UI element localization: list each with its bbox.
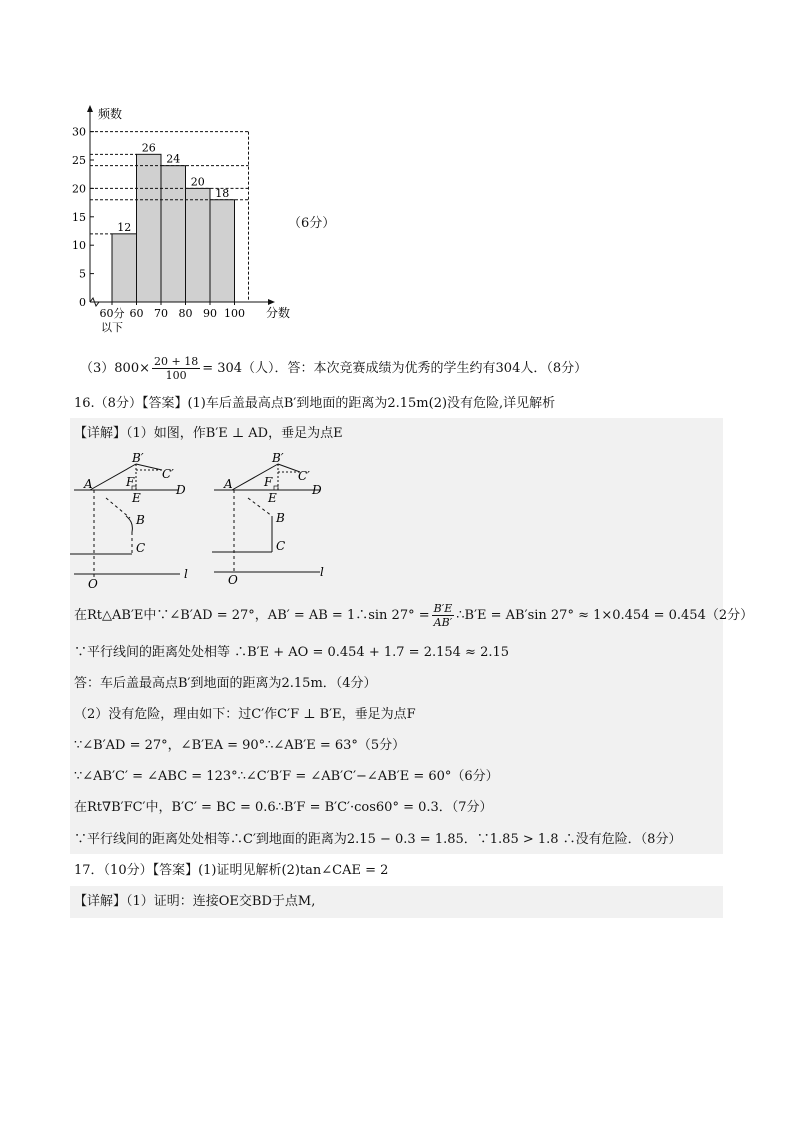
label-A-left: A <box>84 477 93 491</box>
bar-value-label: 20 <box>190 175 205 189</box>
calc-line-3: ∵∠B′AD = 27°，∠B′EA = 90°∴∠AB′E = 63°（5分） <box>74 738 406 753</box>
bar-value-label: 12 <box>117 220 132 234</box>
label-E-right: E <box>268 491 277 505</box>
calc-line-5: 在Rt∇B′FC′中，B′C′ = BC = 0.6∴B′F = B′C′·cos60° = 0.3．（7分） <box>74 800 493 815</box>
label-Cprime-left: C′ <box>162 467 174 481</box>
y-tick-label: 30 <box>72 125 86 139</box>
x-axis-arrow <box>268 299 275 305</box>
q16-header: 16.（8分）【答案】(1)车后盖最高点B′到地面的距离为2.15m(2)没有危险,详见解析 <box>74 396 556 411</box>
label-Cprime-right: C′ <box>298 469 310 483</box>
calc-line-2: ∵平行线间的距离处处相等 ∴B′E + AO = 0.454 + 1.7 = 2.154 ≈ 2.15 <box>74 645 510 660</box>
histogram-bar <box>161 166 186 302</box>
frequency-histogram <box>60 100 300 340</box>
label-C-left: C <box>136 541 146 555</box>
answer-line-1: 答：车后盖最高点B′到地面的距离为2.15m．（4分） <box>74 676 377 691</box>
x-tick-label: 90 <box>203 307 217 320</box>
y-tick-label: 25 <box>72 154 86 167</box>
x-tick-label: 80 <box>178 307 193 320</box>
part3-suffix: = 304（人）．答：本次竞赛成绩为优秀的学生约有304人．（8分） <box>202 361 588 376</box>
x-axis-label: 分数 <box>266 306 291 320</box>
label-l-left: l <box>184 567 188 581</box>
calc1-suffix: ∴B′E = AB′sin 27° ≈ 1×0.454 = 0.454（2分） <box>456 608 754 623</box>
x-tick-label: 以下 <box>101 321 123 334</box>
label-D-left: D <box>176 483 186 497</box>
calc-line-6: ∵平行线间的距离处处相等∴C′到地面的距离为2.15 − 0.3 = 1.85．∵1.85 > 1.8 ∴没有危险．（8分） <box>74 832 682 847</box>
q17-header: 17．（10分）【答案】(1)证明见解析(2)tan∠CAE = 2 <box>74 863 389 878</box>
y-tick-label: 20 <box>72 182 86 196</box>
y-tick-label: 0 <box>79 296 86 309</box>
part3-frac-num: 20 + 18 <box>153 355 199 368</box>
bar-value-label: 26 <box>141 141 156 155</box>
label-O-right: O <box>228 573 238 587</box>
y-tick-label: 10 <box>72 239 86 253</box>
figure-left <box>70 451 188 591</box>
calc1-prefix: 在Rt△AB′E中∵∠B′AD = 27°，AB′ = AB = 1∴sin 27° = <box>74 608 430 623</box>
q16-detail: 【详解】（1）如图，作B′E ⊥ AD，垂足为点E <box>74 426 343 441</box>
histogram-bar <box>137 154 162 302</box>
calc-line-4: ∵∠AB′C′ = ∠ABC = 123°∴∠C′B′F = ∠AB′C′−∠AB′E = 60°（6分） <box>74 769 499 784</box>
label-F-right: F <box>264 475 273 489</box>
score-note-6: （6分） <box>288 216 336 231</box>
histogram-bar <box>210 200 235 302</box>
y-axis-label: 频数 <box>98 107 123 121</box>
x-tick-label: 100 <box>224 307 245 320</box>
label-l-right: l <box>320 565 324 579</box>
label-B-right: B <box>276 511 285 525</box>
x-tick-label: 60 <box>129 307 144 320</box>
part3-fraction <box>152 355 200 382</box>
histogram-bar <box>186 188 211 302</box>
bar-value-label: 24 <box>166 152 181 166</box>
label-Bprime-left: B′ <box>132 451 144 465</box>
label-C-right: C <box>276 539 286 553</box>
figure-right <box>212 451 324 587</box>
part3-frac-den: 100 <box>165 369 187 382</box>
y-axis-arrow <box>87 105 93 112</box>
calc-line-1 <box>74 598 754 634</box>
label-O-left: O <box>88 577 98 591</box>
label-A-right: A <box>224 477 233 491</box>
label-B-left: B <box>136 513 145 527</box>
part2-line: （2）没有危险，理由如下：过C′作C′F ⊥ B′E，垂足为点F <box>74 707 416 722</box>
q17-detail: 【详解】（1）证明：连接OE交BD于点M, <box>74 894 316 909</box>
calc1-frac-num: B′E <box>433 602 453 615</box>
label-Bprime-right: B′ <box>272 451 284 465</box>
histogram-bar <box>112 234 137 302</box>
y-tick-label: 5 <box>79 267 86 281</box>
bar-value-label: 18 <box>215 186 230 200</box>
geometry-figures <box>70 450 370 592</box>
label-E-left: E <box>132 491 141 505</box>
x-tick-label: 60分 <box>99 307 125 320</box>
x-tick-label: 70 <box>154 307 168 320</box>
part3-prefix: （3）800× <box>80 361 150 376</box>
calc1-frac-den: AB′ <box>433 616 453 629</box>
y-tick-label: 15 <box>72 210 86 224</box>
calc1-fraction <box>432 602 455 629</box>
label-D-right: D <box>312 483 322 497</box>
label-F-left: F <box>126 475 135 489</box>
part3-line <box>80 352 733 386</box>
